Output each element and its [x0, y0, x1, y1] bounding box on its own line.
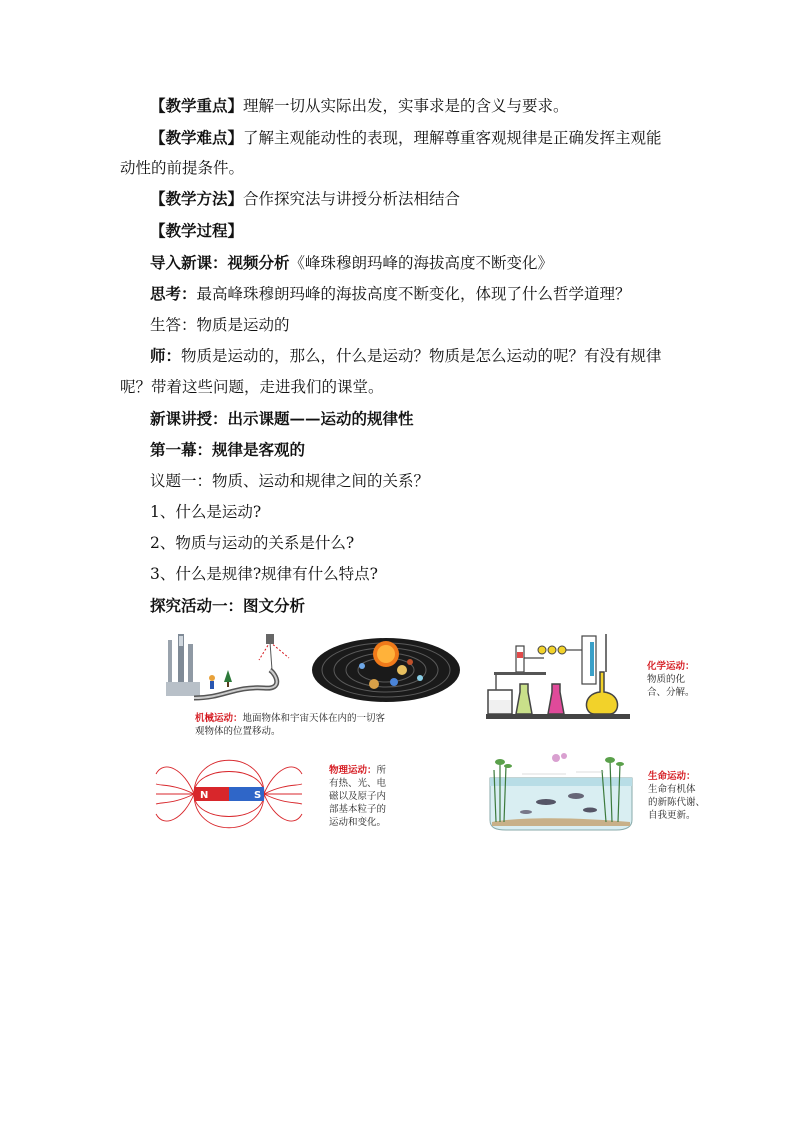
life-motion-text-1: 生命有机体	[648, 784, 696, 795]
chemical-motion-title: 化学运动：	[647, 661, 695, 672]
solar-system-illustration	[310, 632, 462, 704]
teacher-line	[150, 345, 662, 367]
activity-one-heading: 探究活动一：图文分析	[150, 596, 306, 615]
mechanical-motion-caption	[195, 712, 385, 738]
think-line	[150, 283, 631, 305]
chemistry-apparatus-illustration	[486, 632, 630, 722]
chemical-motion-text-1: 物质的化	[647, 674, 686, 685]
chemical-motion-text-2: 合、分解。	[647, 687, 695, 698]
intro-text: 《峰珠穆朗玛峰的海拔高度不断变化》	[289, 254, 554, 272]
mechanical-motion-text-1: 地面物体和宇宙天体在内的一切客	[242, 713, 386, 724]
teaching-difficulty-cont: 动性的前提条件。	[120, 159, 245, 177]
life-motion-text-3: 自我更新。	[648, 810, 696, 821]
question-1: 1、什么是运动?	[150, 503, 262, 521]
physical-motion-title: 物理运动：	[329, 765, 377, 776]
teaching-process-heading: 【教学过程】	[150, 221, 244, 240]
physical-motion-text-1: 所	[376, 765, 387, 776]
teaching-focus	[150, 95, 569, 117]
think-text: 最高峰珠穆朗玛峰的海拔高度不断变化，体现了什么哲学道理？	[196, 285, 631, 303]
teaching-difficulty	[150, 127, 662, 149]
magnetic-field-illustration	[154, 754, 304, 834]
physical-motion-text-3: 磁以及原子内	[329, 791, 387, 802]
new-lesson-heading: 新课讲授：出示课题——运动的规律性	[150, 409, 414, 428]
teacher-text: 物质是运动的，那么，什么是运动？物质是怎么运动的呢？有没有规律	[181, 347, 662, 365]
physical-motion-text-4: 部基本粒子的	[329, 804, 387, 815]
magnet-s-label: S	[254, 790, 262, 801]
physical-motion-text-5: 运动和变化。	[329, 817, 387, 828]
life-motion-text-2: 的新陈代谢、	[648, 797, 706, 808]
physical-motion-caption	[329, 764, 386, 829]
physical-motion-text-2: 有热、光、电	[329, 778, 387, 789]
intro-label: 导入新课：视频分析	[150, 253, 290, 272]
teaching-focus-text: 理解一切从实际出发，实事求是的含义与要求。	[243, 97, 569, 115]
teacher-label: 师：	[150, 346, 182, 365]
topic-one: 议题一：物质、运动和规律之间的关系？	[150, 472, 430, 490]
intro-line	[150, 252, 553, 274]
student-answer: 生答：物质是运动的	[150, 316, 290, 334]
act-one-heading: 第一幕：规律是客观的	[150, 440, 306, 459]
question-3: 3、什么是规律?规律有什么特点?	[150, 565, 378, 583]
life-motion-title: 生命运动：	[648, 771, 696, 782]
mechanical-motion-title: 机械运动：	[195, 713, 243, 724]
chemical-motion-caption	[647, 660, 695, 699]
teaching-focus-label: 【教学重点】	[150, 96, 244, 115]
life-motion-caption	[648, 770, 705, 822]
aquarium-ecosystem-illustration	[486, 752, 636, 832]
teaching-method-label: 【教学方法】	[150, 189, 244, 208]
think-label: 思考：	[150, 284, 197, 303]
question-2: 2、物质与运动的关系是什么?	[150, 534, 355, 552]
teaching-method	[150, 188, 460, 210]
teacher-line-cont: 呢？带着这些问题，走进我们的课堂。	[120, 378, 384, 396]
mechanical-motion-illustration	[164, 632, 314, 704]
magnet-n-label: N	[200, 790, 209, 801]
teaching-difficulty-label: 【教学难点】	[150, 128, 244, 147]
teaching-method-text: 合作探究法与讲授分析法相结合	[243, 190, 461, 208]
mechanical-motion-text-2: 观物体的位置移动。	[195, 726, 281, 737]
teaching-difficulty-text: 了解主观能动性的表现，理解尊重客观规律是正确发挥主观能	[243, 129, 662, 147]
